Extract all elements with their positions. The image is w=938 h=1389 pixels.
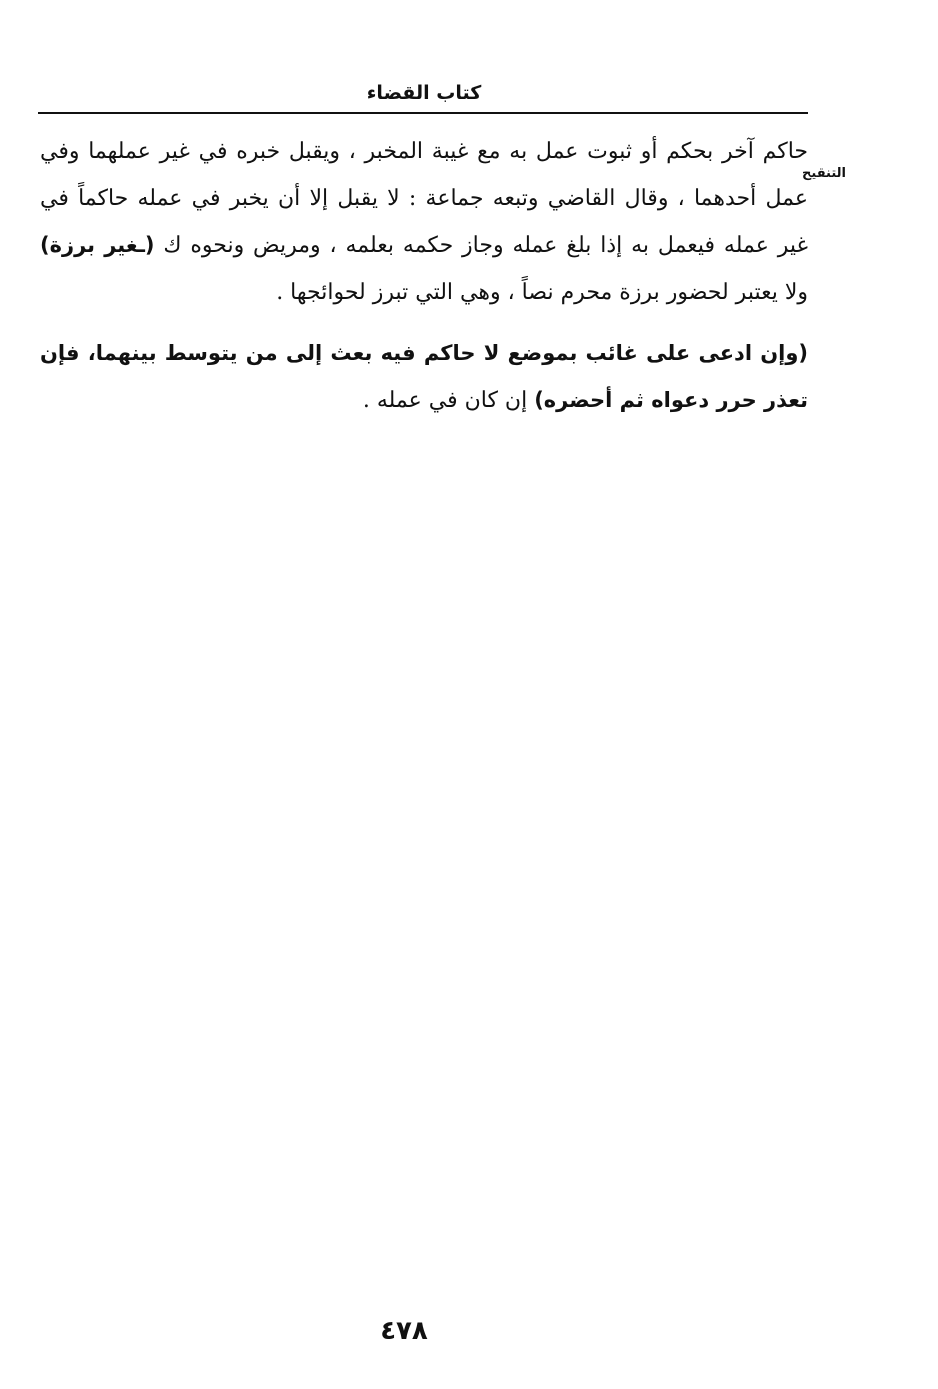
page-number: ٤٧٨ xyxy=(380,1316,428,1346)
paragraph-matn xyxy=(40,330,808,424)
commentary-text-c: ولا يعتبر لحضور برزة محرم نصاً ، وهي التي تبرز لحوائجها . xyxy=(276,280,808,305)
running-header-title: كتاب القضاء xyxy=(366,82,482,104)
matn-tail-text: إن كان في عمله . xyxy=(362,388,535,413)
body-text xyxy=(40,128,808,438)
margin-source-label: التنقيح xyxy=(802,166,846,181)
commentary-bold-phrase: (ـغير برزة) xyxy=(40,233,155,257)
matn-text: (وإن ادعى على غائب بموضع لا حاكم فيه بعث إلى من يتوسط بينهما، فإن تعذر حرر دعواه ثم أحضره) xyxy=(40,341,808,412)
header-rule xyxy=(38,112,808,114)
paragraph-commentary xyxy=(40,128,808,316)
commentary-text-a: حاكم آخر بحكم أو ثبوت عمل به مع غيبة المخبر ، ويقبل خبره في غير عملهما وفي عمل أحدهما ، وقال القاضي وتبعه جماعة : لا يقبل إلا أن يخبر في عمله حاكماً في غير عمله فيعمل به إذا بلغ عمله وجاز حكمه بعلمه ، ومريض ونحوه ك xyxy=(40,139,808,258)
